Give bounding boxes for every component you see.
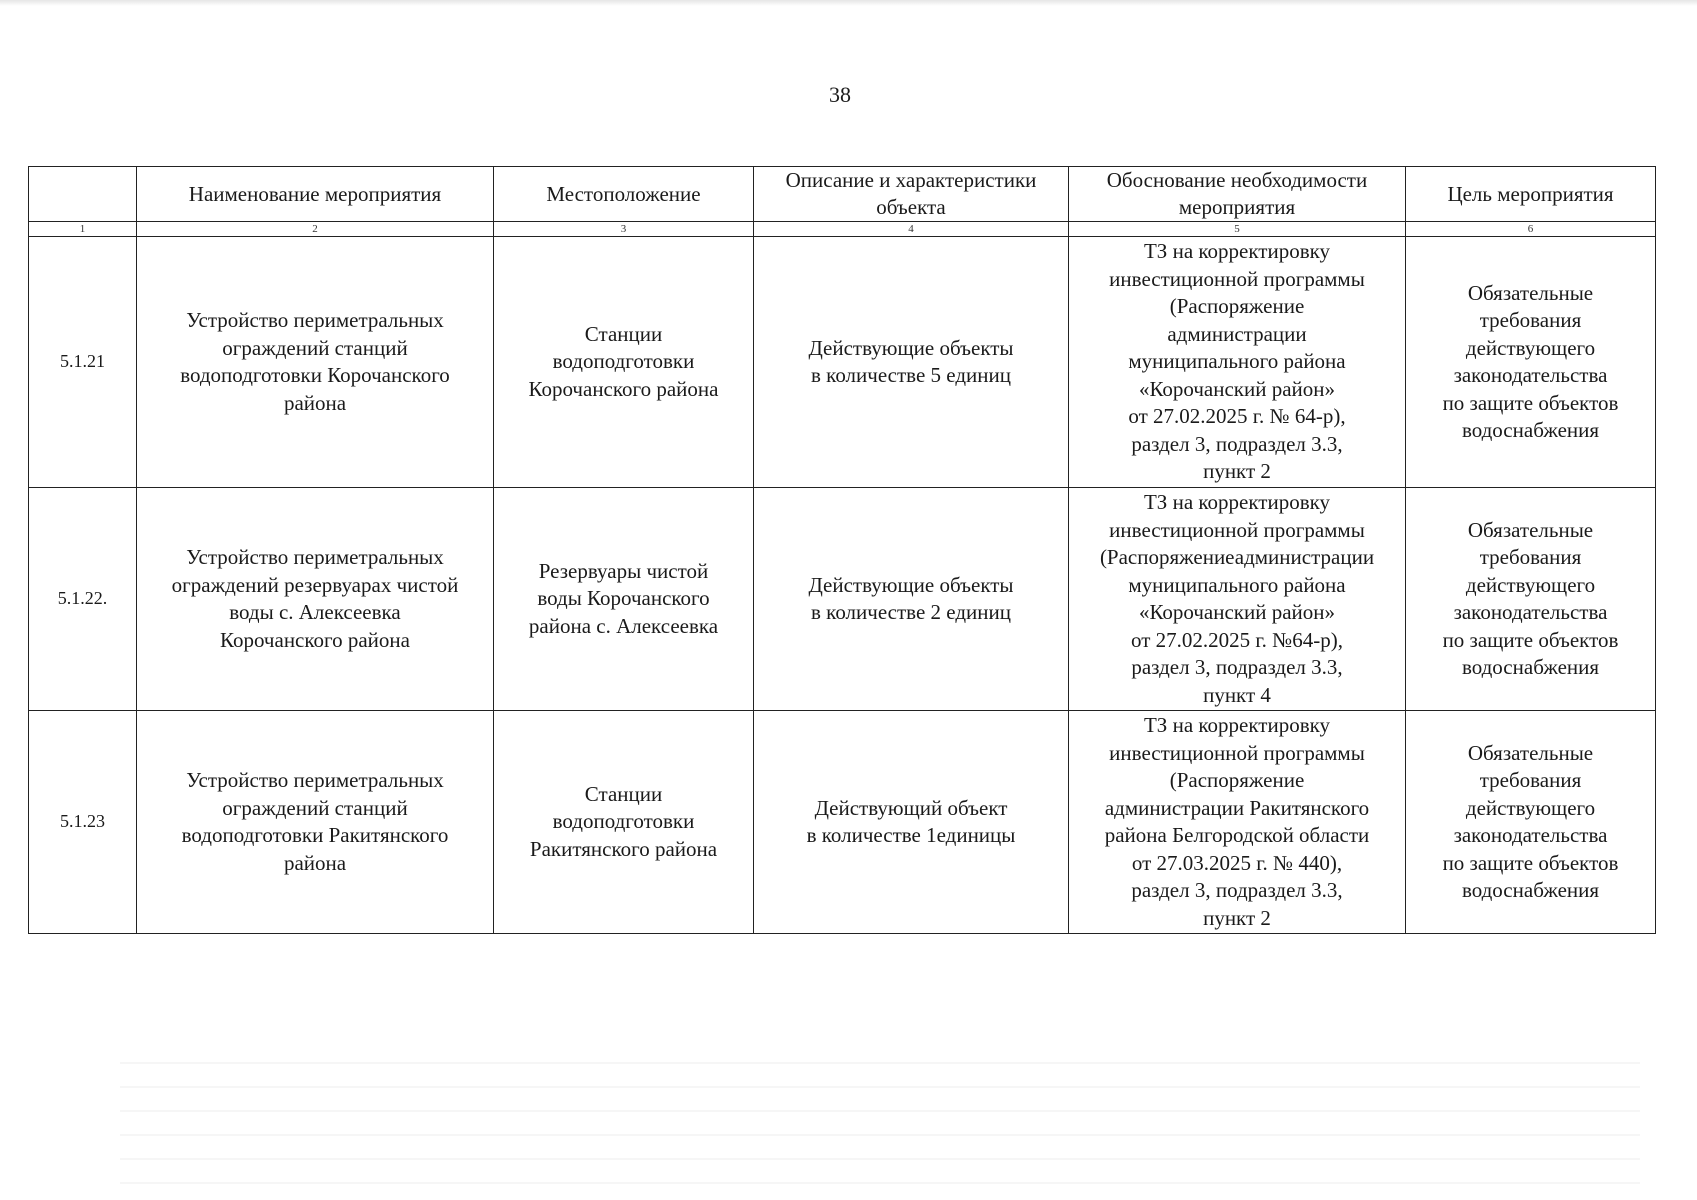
cell-justification-line: инвестиционной программы xyxy=(1109,517,1365,542)
cell-name-line: Устройство периметральных xyxy=(186,545,444,569)
cell-goal-line: Обязательные xyxy=(1467,517,1594,542)
header-cell-description: Описание и характеристики объекта xyxy=(754,167,1069,222)
cell-name xyxy=(137,488,494,711)
cell-location-line: водоподготовки xyxy=(552,349,695,374)
cell-justification-line: (Распоряжениеадминистрации xyxy=(1099,545,1375,569)
cell-goal-line: законодательства xyxy=(1453,363,1608,387)
cell-location-line: района с. Алексеевка xyxy=(528,613,719,638)
cell-justification-line: ТЗ на корректировку xyxy=(1143,713,1331,737)
cell-name-line: района xyxy=(283,850,347,875)
cell-goal-line: действующего xyxy=(1465,795,1596,820)
cell-justification-line: инвестиционной программы xyxy=(1109,740,1365,765)
cell-justification-line: от 27.02.2025 г. №64-р), xyxy=(1131,627,1343,652)
cell-location-line: Станции xyxy=(584,321,663,346)
cell-location-line: Резервуары чистой xyxy=(538,558,709,583)
cell-goal-line: водоснабжения xyxy=(1461,878,1600,902)
cell-description-line: Действующие объекты xyxy=(808,572,1014,597)
cell-name-line: Устройство периметральных xyxy=(186,308,444,332)
cell-justification xyxy=(1069,488,1406,711)
cell-goal-line: по защите объектов xyxy=(1442,390,1619,415)
cell-name-line: водоподготовки Ракитянского xyxy=(181,823,449,847)
cell-goal-line: Обязательные xyxy=(1467,280,1594,305)
cell-goal-line: требования xyxy=(1479,768,1582,792)
cell-goal-line: требования xyxy=(1479,545,1582,569)
cell-goal xyxy=(1406,488,1656,711)
header-cell-number xyxy=(29,167,137,222)
cell-name-line: ограждений станций xyxy=(222,335,408,360)
cell-location xyxy=(494,488,754,711)
cell-justification-line: пункт 2 xyxy=(1203,905,1271,930)
cell-justification xyxy=(1069,237,1406,488)
cell-justification-line: инвестиционной программы xyxy=(1109,266,1365,291)
table-row xyxy=(29,237,1656,488)
header-cell-goal: Цель мероприятия xyxy=(1406,167,1656,222)
cell-justification-line: ТЗ на корректировку xyxy=(1143,239,1331,264)
cell-name xyxy=(137,711,494,934)
cell-goal-line: законодательства xyxy=(1453,823,1608,847)
cell-location-line: водоподготовки xyxy=(552,809,695,834)
bleed-through-shadow xyxy=(120,1040,1640,1190)
cell-name-line: ограждений станций xyxy=(222,795,408,820)
cell-goal xyxy=(1406,711,1656,934)
cell-code: 5.1.22. xyxy=(29,488,137,711)
cell-justification-line: раздел 3, подраздел 3.3, xyxy=(1131,655,1343,679)
cell-name-line: ограждений резервуарах чистой xyxy=(171,572,459,597)
cell-name-line: Корочанского района xyxy=(220,627,410,652)
column-number: 4 xyxy=(754,222,1069,237)
cell-location xyxy=(494,237,754,488)
header-cell-justification: Обоснование необходимости мероприятия xyxy=(1069,167,1406,222)
cell-justification-line: (Распоряжение xyxy=(1169,768,1305,792)
cell-goal-line: водоснабжения xyxy=(1461,655,1600,679)
cell-justification-line: пункт 4 xyxy=(1203,682,1271,707)
cell-location-line: воды Корочанского xyxy=(537,586,710,611)
cell-justification-line: от 27.03.2025 г. № 440), xyxy=(1131,850,1343,875)
cell-justification-line: «Корочанский район» xyxy=(1138,600,1336,624)
cell-description-line: в количестве 1единицы xyxy=(806,823,1016,847)
measures-table xyxy=(28,166,1656,934)
column-number: 1 xyxy=(29,222,137,237)
cell-justification-line: «Корочанский район» xyxy=(1138,376,1336,401)
cell-justification xyxy=(1069,711,1406,934)
cell-name-line: района xyxy=(283,390,347,415)
cell-goal-line: действующего xyxy=(1465,335,1596,360)
cell-description-line: Действующие объекты xyxy=(808,335,1014,360)
page-number: 38 xyxy=(829,82,851,107)
cell-location-line: Корочанского района xyxy=(528,376,719,401)
cell-name-line: воды с. Алексеевка xyxy=(229,600,401,624)
cell-name-line: Устройство периметральных xyxy=(186,768,444,792)
cell-goal xyxy=(1406,237,1656,488)
column-number: 3 xyxy=(494,222,754,237)
cell-goal-line: требования xyxy=(1479,308,1582,332)
cell-name-line: водоподготовки Корочанского xyxy=(180,363,450,387)
header-cell-name: Наименование мероприятия xyxy=(137,167,494,222)
header-cell-location: Местоположение xyxy=(494,167,754,222)
table-header-row xyxy=(29,167,1656,222)
table-row xyxy=(29,488,1656,711)
cell-justification-line: района Белгородской области xyxy=(1104,823,1370,847)
cell-location xyxy=(494,711,754,934)
cell-description xyxy=(754,237,1069,488)
table-row xyxy=(29,711,1656,934)
cell-justification-line: ТЗ на корректировку xyxy=(1143,490,1331,514)
cell-goal-line: по защите объектов xyxy=(1442,850,1619,875)
cell-justification-line: пункт 2 xyxy=(1203,459,1271,484)
cell-name xyxy=(137,237,494,488)
cell-justification-line: раздел 3, подраздел 3.3, xyxy=(1131,878,1343,902)
cell-goal-line: водоснабжения xyxy=(1461,418,1600,442)
cell-code: 5.1.21 xyxy=(29,237,137,488)
cell-location-line: Ракитянского района xyxy=(529,836,718,861)
table-body xyxy=(29,237,1656,934)
cell-description-line: в количестве 2 единиц xyxy=(811,600,1011,624)
cell-goal-line: действующего xyxy=(1465,572,1596,597)
column-number: 5 xyxy=(1069,222,1406,237)
scan-edge xyxy=(0,0,1697,6)
column-number: 2 xyxy=(137,222,494,237)
cell-goal-line: законодательства xyxy=(1453,600,1608,624)
cell-location-line: Станции xyxy=(584,781,663,806)
cell-goal-line: по защите объектов xyxy=(1442,627,1619,652)
cell-justification-line: раздел 3, подраздел 3.3, xyxy=(1131,431,1343,456)
cell-justification-line: от 27.02.2025 г. № 64-р), xyxy=(1128,404,1346,429)
cell-goal-line: Обязательные xyxy=(1467,740,1594,765)
cell-description-line: в количестве 5 единиц xyxy=(811,363,1011,387)
cell-code: 5.1.23 xyxy=(29,711,137,934)
cell-justification-line: администрации xyxy=(1167,321,1307,346)
cell-description xyxy=(754,711,1069,934)
cell-justification-line: (Распоряжение xyxy=(1169,294,1305,319)
cell-description-line: Действующий объект xyxy=(814,795,1008,820)
cell-description xyxy=(754,488,1069,711)
column-number-row xyxy=(29,222,1656,237)
column-number: 6 xyxy=(1406,222,1656,237)
cell-justification-line: администрации Ракитянского xyxy=(1104,795,1370,820)
cell-justification-line: муниципального района xyxy=(1128,572,1346,597)
cell-justification-line: муниципального района xyxy=(1128,349,1346,374)
